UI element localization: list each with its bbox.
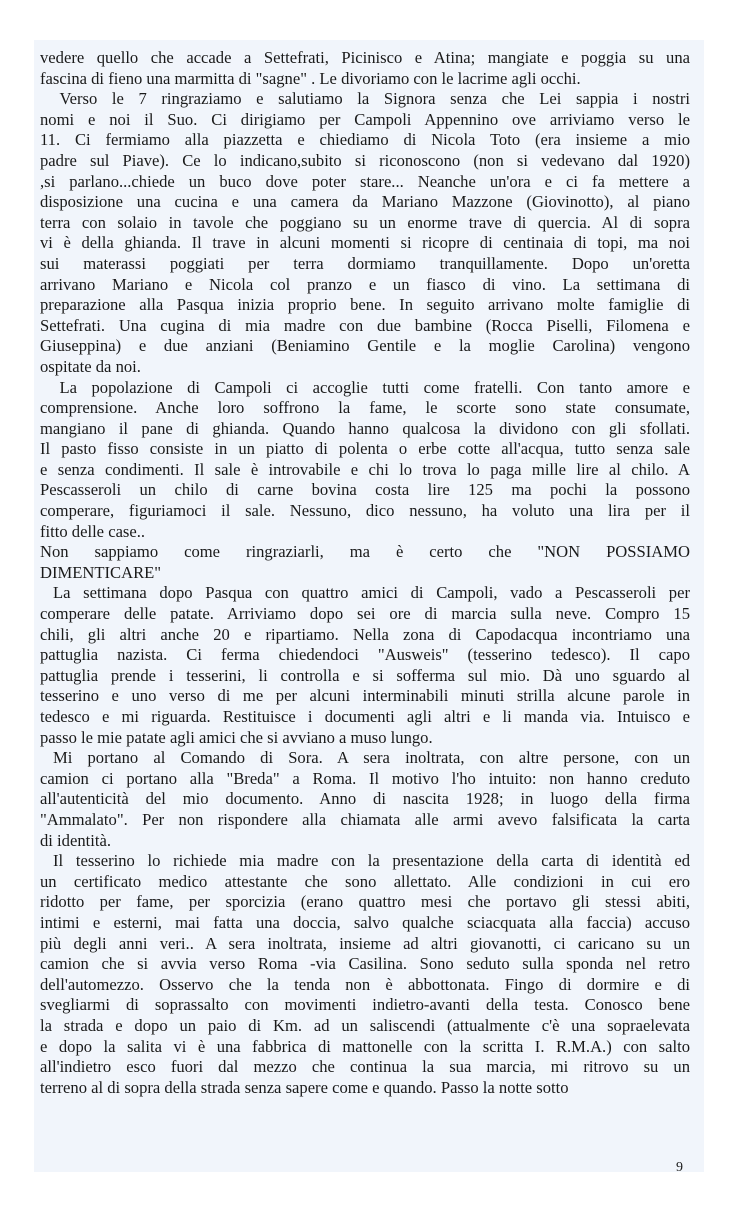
text-line: sui materassi poggiati per terra dormiamo tranquillamente. Dopo un'oretta xyxy=(40,253,690,273)
text-line: pattuglia prende i tesserini, li controlla e si sofferma sul mio. Dà uno sguardo al xyxy=(40,665,690,685)
text-line: mangiano il pane di ghianda. Quando hanno qualcosa la dividono con gli sfollati. xyxy=(40,418,690,438)
text-line: un certificato medico attestante che sono allettato. Alle condizioni in cui ero xyxy=(40,871,690,891)
paragraph xyxy=(40,748,690,851)
text-line: "Ammalato". Per non rispondere alla chiamata alle armi avevo falsificata la carta xyxy=(40,809,690,829)
text-line: comprensione. Anche loro soffrono la fame, le scorte sono state consumate, xyxy=(40,398,690,418)
text-line: Non sappiamo come ringraziarli, ma è certo che "NON POSSIAMO xyxy=(40,542,690,562)
text-line: ,si parlano...chiede un buco dove poter stare... Neanche un'ora e ci fa mettere a xyxy=(40,171,690,191)
paragraph xyxy=(40,583,690,748)
text-line: Pescasseroli un chilo di carne bovina costa lire 125 ma pochi la possono xyxy=(40,480,690,500)
text-line: DIMENTICARE" xyxy=(40,562,162,582)
text-line: ridotto per fame, per sporcizia (erano quattro mesi che portavo gli stessi abiti, xyxy=(40,892,690,912)
text-line: camion che si avvia verso Roma -via Casilina. Sono seduto sulla sponda nel retro xyxy=(40,954,690,974)
text-line: La settimana dopo Pasqua con quattro amici di Campoli, vado a Pescasseroli per xyxy=(53,583,690,603)
text-line: Settefrati. Una cugina di mia madre con due bambine (Rocca Piselli, Filomena e xyxy=(40,315,690,335)
text-line: Mi portano al Comando di Sora. A sera inoltrata, con altre persone, con un xyxy=(53,748,690,768)
text-line: la strada e dopo un paio di Km. ad un saliscendi (attualmente c'è una sopraelevata xyxy=(40,1015,690,1035)
text-line: Il pasto fisso consiste in un piatto di polenta o erbe cotte all'acqua, tutto senza sale xyxy=(40,439,690,459)
text-line: arrivano Mariano e Nicola col pranzo e un fiasco di vino. La settimana di xyxy=(40,274,690,294)
text-line: passo le mie patate agli amici che si avviano a muso lungo. xyxy=(40,727,433,747)
text-line: e senza condimenti. Il sale è introvabile e chi lo trova lo paga mille lire al chilo. A xyxy=(40,459,690,479)
text-line: fascina di fieno una marmitta di "sagne" . Le divoriamo con le lacrime agli occhi. xyxy=(40,68,581,88)
text-line: intimi e esterni, mai fatta una doccia, salvo qualche sciacquata alla faccia) accuso xyxy=(40,912,690,932)
text-line: all'indietro esco fuori dal mezzo che continua la sua marcia, mi ritrovo su un xyxy=(40,1057,690,1077)
text-line: tedesco e mi riguarda. Restituisce i documenti agli altri e li manda via. Intuisco e xyxy=(40,707,690,726)
text-line: padre sul Piave). Ce lo indicano,subito si riconoscono (non si vedevano dal 1920) xyxy=(40,150,690,170)
text-line: comperare, figuriamoci il sale. Nessuno, dico nessuno, ha voluto una lira per il xyxy=(40,501,690,521)
text-line: Verso le 7 ringraziamo e salutiamo la Signora senza che Lei sappia i nostri xyxy=(59,89,690,109)
text-line: e dopo la salita vi è una fabbrica di mattonelle con la scritta I. R.M.A.) con salto xyxy=(40,1036,690,1056)
text-line: terreno al di sopra della strada senza sapere come e quando. Passo la notte sotto xyxy=(40,1077,569,1097)
text-line: pattuglia nazista. Ci ferma chiedendoci "Ausweis" (tesserino tedesco). Il capo xyxy=(40,645,690,665)
text-line: preparazione alla Pasqua inizia proprio bene. In seguito arrivano molte famiglie di xyxy=(40,295,690,315)
paragraph xyxy=(40,378,690,543)
text-line: dell'automezzo. Osservo che la tenda non è abbottonata. Fingo di dormire e di xyxy=(40,974,690,994)
text-line: camion ci portano alla "Breda" a Roma. Il motivo l'ho intuito: non hanno creduto xyxy=(40,768,690,788)
text-line: fitto delle case.. xyxy=(40,521,146,541)
text-line: di identità. xyxy=(40,830,111,850)
text-line: disposizione una cucina e una camera da Mariano Mazzone (Giovinotto), al piano xyxy=(40,192,690,212)
text-line: La popolazione di Campoli ci accoglie tutti come fratelli. Con tanto amore e xyxy=(59,377,690,397)
text-line: svegliarmi di soprassalto con movimenti indietro-avanti della testa. Conosco bene xyxy=(40,995,690,1015)
document-body xyxy=(40,48,690,1098)
text-line: 11. Ci fermiamo alla piazzetta e chiediamo di Nicola Toto (era insieme a mio xyxy=(40,130,690,150)
text-line: nomi e noi il Suo. Ci dirigiamo per Campoli Appennino ove arriviamo verso le xyxy=(40,109,690,129)
text-line: vi è della ghianda. Il trave in alcuni momenti si ricopre di centinaia di topi, ma noi xyxy=(40,233,690,253)
page-number: 9 xyxy=(676,1160,683,1175)
text-line: più degli anni veri.. A sera inoltrata, insieme ad altri giovanotti, ci caricano su un xyxy=(40,933,690,953)
text-line: ospitate da noi. xyxy=(40,356,141,376)
text-line: all'autenticità del mio documento. Anno di nascita 1928; in luogo della firma xyxy=(40,789,690,809)
paragraph xyxy=(40,89,690,377)
text-line: comperare delle patate. Arriviamo dopo sei ore di marcia sulla neve. Compro 15 xyxy=(40,604,690,624)
paragraph xyxy=(40,542,690,583)
text-line: Il tesserino lo richiede mia madre con la presentazione della carta di identità ed xyxy=(53,851,690,871)
text-line: tesserino e uno verso di me per alcuni interminabili minuti strilla alcune parole in xyxy=(40,686,690,706)
paragraph xyxy=(40,851,690,1098)
text-line: Giuseppina) e due anziani (Beniamino Gentile e la moglie Carolina) vengono xyxy=(40,336,690,356)
text-line: chili, gli altri anche 20 e ripartiamo. Nella zona di Capodacqua incontriamo una xyxy=(40,624,690,644)
paragraph xyxy=(40,48,690,89)
text-line: vedere quello che accade a Settefrati, Picinisco e Atina; mangiate e poggia su una xyxy=(40,48,690,67)
text-line: terra con solaio in tavole che poggiano su un enorme trave di quercia. Al di sopra xyxy=(40,212,690,232)
